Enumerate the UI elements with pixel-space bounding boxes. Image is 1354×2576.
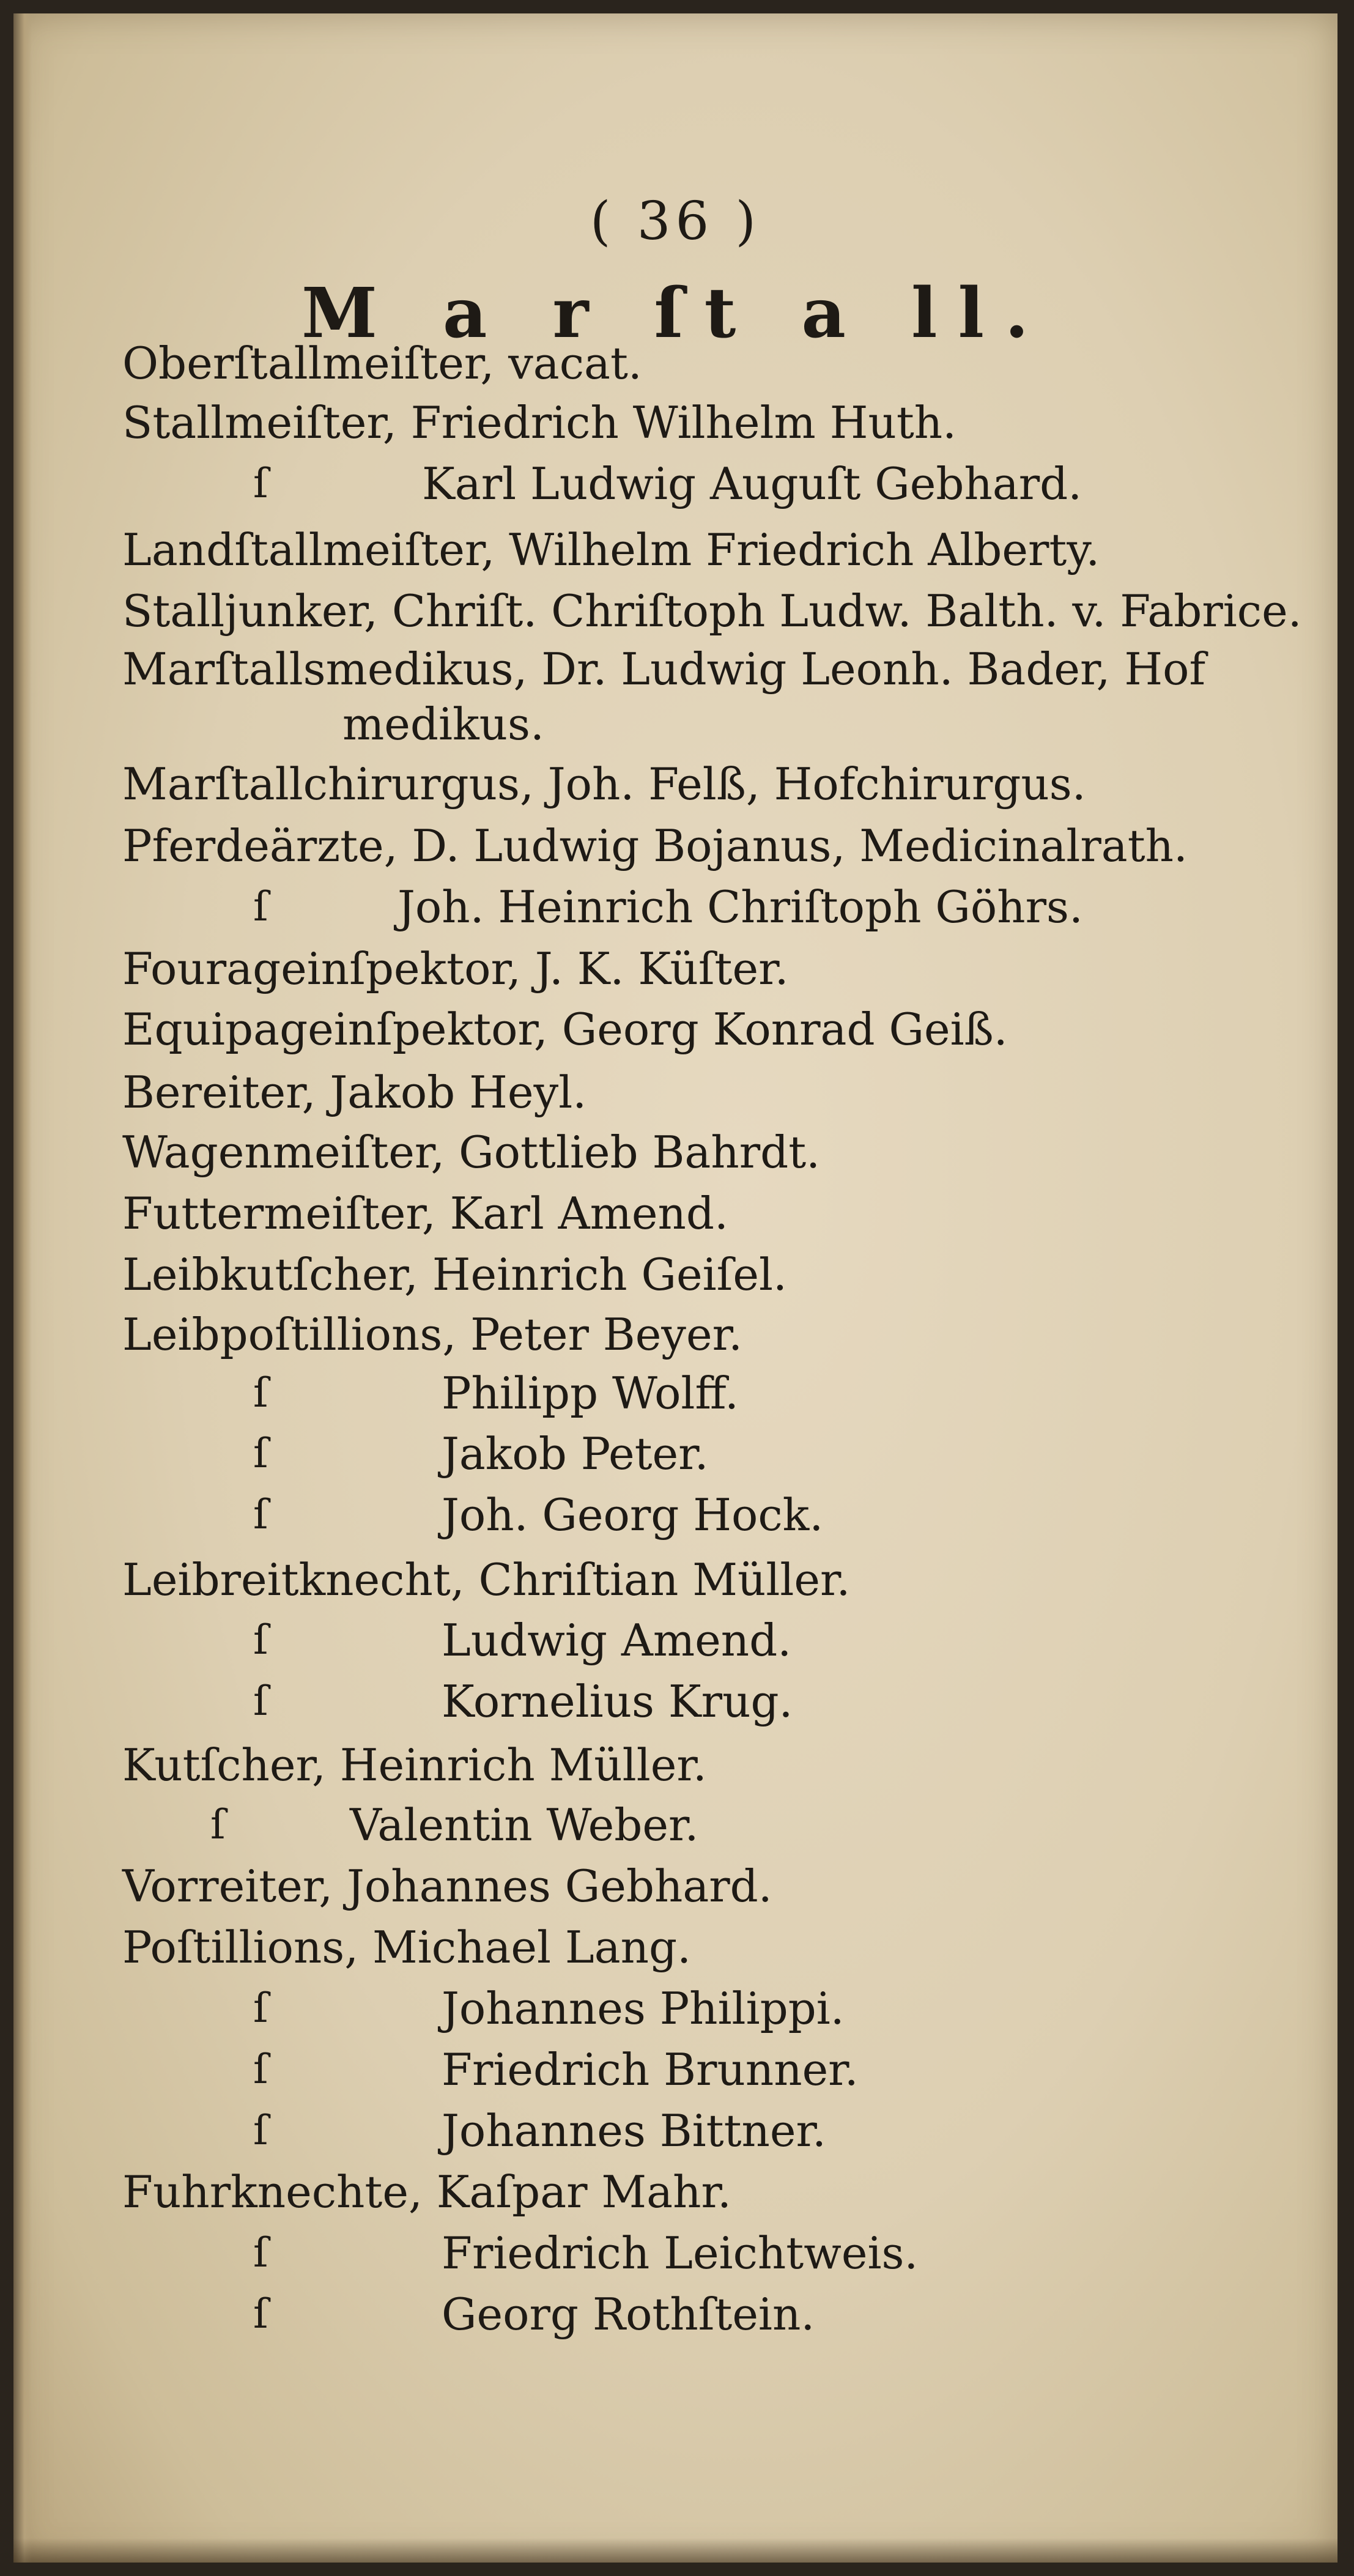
list-entry: Futtermeiſter, Karl Amend.	[122, 1188, 728, 1239]
list-entry: Stalljunker, Chriſt. Chriſtoph Ludw. Balth. v. Fabrice.	[122, 585, 1302, 637]
ditto-mark: ſ	[253, 1678, 268, 1725]
list-entry: Johannes Philippi.	[442, 1983, 845, 2034]
ditto-mark: ſ	[253, 1369, 268, 1416]
list-entry: Georg Rothſtein.	[442, 2289, 815, 2340]
list-entry: Ludwig Amend.	[442, 1615, 792, 1666]
list-entry: Philipp Wolff.	[442, 1368, 739, 1419]
page-number: ( 36 )	[590, 191, 761, 252]
list-entry: Equipageinſpektor, Georg Konrad Geiß.	[122, 1004, 1008, 1055]
list-entry: Joh. Georg Hock.	[442, 1489, 824, 1541]
list-entry: Jakob Peter.	[442, 1428, 709, 1479]
book-page	[13, 13, 1337, 2563]
list-entry: Kornelius Krug.	[442, 1676, 793, 1727]
list-entry: Landſtallmeiſter, Wilhelm Friedrich Alberty.	[122, 524, 1100, 576]
list-entry: Leibreitknecht, Chriſtian Müller.	[122, 1554, 851, 1605]
ditto-mark: ſ	[253, 2229, 268, 2276]
list-entry-continuation: medikus.	[342, 698, 544, 750]
ditto-mark: ſ	[253, 2107, 268, 2154]
list-entry: Karl Ludwig Auguſt Gebhard.	[422, 458, 1082, 509]
section-heading: M a r ſt a ll.	[301, 273, 1050, 353]
ditto-mark: ſ	[253, 883, 268, 930]
list-entry: Wagenmeiſter, Gottlieb Bahrdt.	[122, 1127, 821, 1178]
list-entry: Vorreiter, Johannes Gebhard.	[122, 1860, 772, 1912]
list-entry: Johannes Bittner.	[442, 2105, 826, 2156]
ditto-mark: ſ	[253, 1491, 268, 1538]
ditto-mark: ſ	[253, 1616, 268, 1664]
list-entry: Poſtillions, Michael Lang.	[122, 1922, 691, 1973]
list-entry: Friedrich Brunner.	[442, 2044, 859, 2095]
staff-list	[13, 13, 1337, 2563]
list-entry: Oberſtallmeiſter, vacat.	[122, 338, 642, 389]
ditto-mark: ſ	[210, 1801, 226, 1848]
list-entry: Valentin Weber.	[350, 1799, 699, 1851]
list-entry: Fourageinſpektor, J. K. Küſter.	[122, 943, 789, 994]
list-entry: Pferdeärzte, D. Ludwig Bojanus, Medicinalrath.	[122, 820, 1188, 872]
ditto-mark: ſ	[253, 1430, 268, 1477]
list-entry: Fuhrknechte, Kaſpar Mahr.	[122, 2166, 731, 2218]
list-entry: Stallmeiſter, Friedrich Wilhelm Huth.	[122, 397, 957, 448]
list-entry: Marſtallchirurgus, Joh. Felß, Hofchirurgus.	[122, 758, 1086, 810]
list-entry: Joh. Heinrich Chriſtoph Göhrs.	[398, 881, 1083, 933]
list-entry: Bereiter, Jakob Heyl.	[122, 1067, 587, 1118]
ditto-mark: ſ	[253, 2290, 268, 2337]
list-entry: Leibpoſtillions, Peter Beyer.	[122, 1309, 742, 1360]
ditto-mark: ſ	[253, 1985, 268, 2032]
ditto-mark: ſ	[253, 2046, 268, 2093]
ditto-mark: ſ	[253, 460, 268, 507]
list-entry: Kutſcher, Heinrich Müller.	[122, 1739, 707, 1791]
list-entry: Friedrich Leichtweis.	[442, 2227, 919, 2279]
list-entry: Marſtallsmedikus, Dr. Ludwig Leonh. Bader, Hof	[122, 643, 1206, 695]
list-entry: Leibkutſcher, Heinrich Geiſel.	[122, 1249, 787, 1300]
